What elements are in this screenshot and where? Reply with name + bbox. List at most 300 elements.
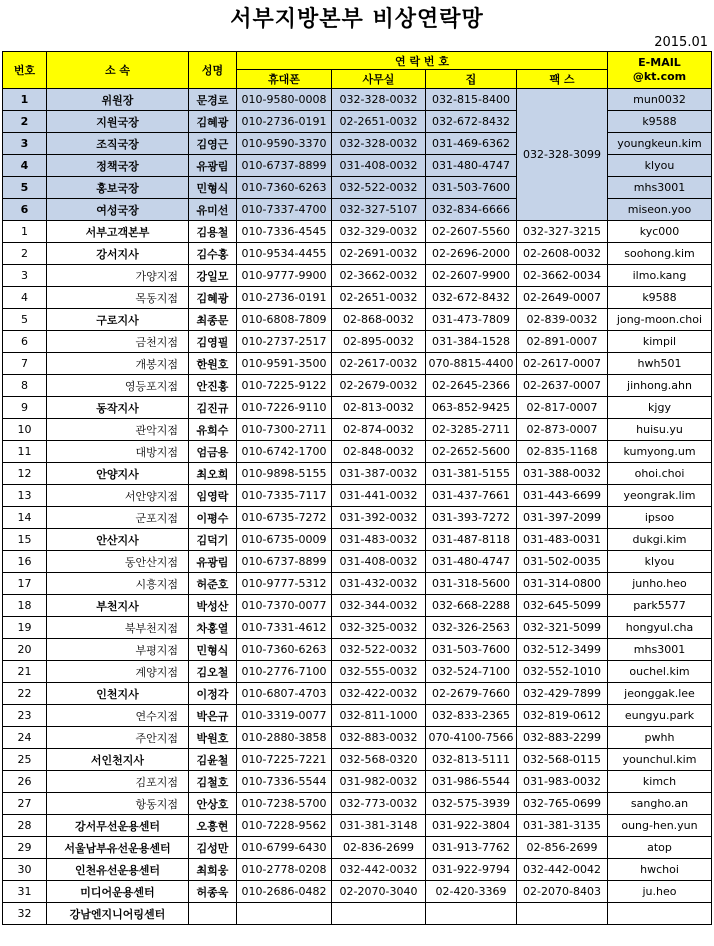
row-fax: 02-891-0007 (517, 331, 608, 353)
row-fax: 032-512-3499 (517, 639, 608, 661)
row-dept: 위원장 (47, 89, 189, 111)
row-fax: 02-856-2699 (517, 837, 608, 859)
row-fax: 031-397-2099 (517, 507, 608, 529)
row-home: 032-575-3939 (426, 793, 517, 815)
row-name: 유희수 (189, 419, 237, 441)
row-name: 민형식 (189, 177, 237, 199)
row-office: 031-483-0032 (332, 529, 426, 551)
row-mobile (237, 903, 332, 925)
row-home: 031-503-7600 (426, 639, 517, 661)
row-mobile: 010-2736-0191 (237, 111, 332, 133)
row-fax: 031-983-0032 (517, 771, 608, 793)
row-office: 02-2617-0032 (332, 353, 426, 375)
header-home: 집 (426, 70, 517, 89)
table-row (3, 793, 712, 815)
row-fax: 02-2070-8403 (517, 881, 608, 903)
row-fax: 031-502-0035 (517, 551, 608, 573)
row-num: 19 (3, 617, 47, 639)
row-num: 16 (3, 551, 47, 573)
row-office: 032-522-0032 (332, 639, 426, 661)
row-name: 김영근 (189, 133, 237, 155)
row-email: kimch (608, 771, 712, 793)
row-name: 김덕기 (189, 529, 237, 551)
row-dept: 금천지점 (47, 331, 189, 353)
row-office: 032-555-0032 (332, 661, 426, 683)
date-label: 2015.01 (654, 35, 708, 50)
table-row (3, 771, 712, 793)
row-home: 032-668-2288 (426, 595, 517, 617)
row-office: 02-2651-0032 (332, 111, 426, 133)
table-row (3, 815, 712, 837)
row-office: 032-327-5107 (332, 199, 426, 221)
row-num: 30 (3, 859, 47, 881)
row-num: 29 (3, 837, 47, 859)
row-office: 031-441-0032 (332, 485, 426, 507)
row-home: 02-420-3369 (426, 881, 517, 903)
table-row (3, 617, 712, 639)
row-home: 032-813-5111 (426, 749, 517, 771)
row-email: ipsoo (608, 507, 712, 529)
header-contact: 연 락 번 호 (237, 52, 608, 70)
row-name: 임영락 (189, 485, 237, 507)
table-row (3, 331, 712, 353)
row-dept: 강남엔지니어링센터 (47, 903, 189, 925)
row-num: 27 (3, 793, 47, 815)
row-office: 02-2691-0032 (332, 243, 426, 265)
row-mobile: 010-9898-5155 (237, 463, 332, 485)
row-office: 032-344-0032 (332, 595, 426, 617)
table-row (3, 507, 712, 529)
table-row (3, 265, 712, 287)
row-office: 032-422-0032 (332, 683, 426, 705)
row-email: kimpil (608, 331, 712, 353)
row-mobile: 010-6807-4703 (237, 683, 332, 705)
table-row (3, 243, 712, 265)
row-mobile: 010-6808-7809 (237, 309, 332, 331)
table-row (3, 749, 712, 771)
row-name: 이정각 (189, 683, 237, 705)
row-office: 02-848-0032 (332, 441, 426, 463)
row-dept: 목동지점 (47, 287, 189, 309)
header-email-domain: @kt.com (632, 70, 687, 83)
row-home: 032-815-8400 (426, 89, 517, 111)
row-mobile: 010-7300-2711 (237, 419, 332, 441)
row-home: 032-326-2563 (426, 617, 517, 639)
row-home: 031-469-6362 (426, 133, 517, 155)
table-row (3, 397, 712, 419)
row-mobile: 010-9534-4455 (237, 243, 332, 265)
row-fax: 032-765-0699 (517, 793, 608, 815)
row-fax: 02-839-0032 (517, 309, 608, 331)
row-email (608, 903, 712, 925)
row-fax: 02-3662-0034 (517, 265, 608, 287)
row-dept: 김포지점 (47, 771, 189, 793)
row-office: 02-2679-0032 (332, 375, 426, 397)
table-row (3, 595, 712, 617)
row-email: hwh501 (608, 353, 712, 375)
row-office: 031-387-0032 (332, 463, 426, 485)
exec-row (3, 89, 712, 111)
row-fax: 032-645-5099 (517, 595, 608, 617)
row-fax (517, 903, 608, 925)
table-row (3, 639, 712, 661)
row-name: 유광림 (189, 551, 237, 573)
table-row (3, 221, 712, 243)
row-dept: 가양지점 (47, 265, 189, 287)
row-fax: 032-442-0042 (517, 859, 608, 881)
row-office: 031-392-0032 (332, 507, 426, 529)
row-dept: 군포지점 (47, 507, 189, 529)
row-mobile: 010-6735-0009 (237, 529, 332, 551)
row-email: klyou (608, 155, 712, 177)
table-row (3, 837, 712, 859)
row-email: mun0032 (608, 89, 712, 111)
row-office: 031-381-3148 (332, 815, 426, 837)
row-mobile: 010-7335-7117 (237, 485, 332, 507)
row-mobile: 010-7360-6263 (237, 639, 332, 661)
row-name: 최오희 (189, 463, 237, 485)
row-email: ohoi.choi (608, 463, 712, 485)
row-home: 02-2645-2366 (426, 375, 517, 397)
row-office: 032-325-0032 (332, 617, 426, 639)
row-num: 3 (3, 265, 47, 287)
row-name: 엄금용 (189, 441, 237, 463)
row-name: 민형식 (189, 639, 237, 661)
row-office: 031-982-0032 (332, 771, 426, 793)
row-office (332, 903, 426, 925)
row-email: kjgy (608, 397, 712, 419)
row-home: 02-2652-5600 (426, 441, 517, 463)
row-home (426, 903, 517, 925)
row-num: 26 (3, 771, 47, 793)
row-home: 032-672-8432 (426, 111, 517, 133)
row-mobile: 010-2686-0482 (237, 881, 332, 903)
row-name: 최희웅 (189, 859, 237, 881)
row-mobile: 010-2778-0208 (237, 859, 332, 881)
row-office: 031-432-0032 (332, 573, 426, 595)
row-email: park5577 (608, 595, 712, 617)
row-home: 02-2607-5560 (426, 221, 517, 243)
row-dept: 서안양지점 (47, 485, 189, 507)
row-home: 031-922-3804 (426, 815, 517, 837)
row-num: 22 (3, 683, 47, 705)
row-office: 032-568-0320 (332, 749, 426, 771)
row-office: 02-2070-3040 (332, 881, 426, 903)
row-home: 032-672-8432 (426, 287, 517, 309)
row-email: dukgi.kim (608, 529, 712, 551)
row-name: 허준호 (189, 573, 237, 595)
header-office: 사무실 (332, 70, 426, 89)
header-email (608, 52, 712, 89)
row-name: 허종욱 (189, 881, 237, 903)
row-email: ouchel.kim (608, 661, 712, 683)
row-fax: 032-321-5099 (517, 617, 608, 639)
table-row (3, 683, 712, 705)
row-mobile: 010-9777-9900 (237, 265, 332, 287)
table-row (3, 419, 712, 441)
table-row (3, 441, 712, 463)
row-name: 안상호 (189, 793, 237, 815)
row-name: 김용철 (189, 221, 237, 243)
row-dept: 연수지점 (47, 705, 189, 727)
row-home: 031-437-7661 (426, 485, 517, 507)
row-fax: 02-873-0007 (517, 419, 608, 441)
row-office: 031-408-0032 (332, 551, 426, 573)
row-num: 28 (3, 815, 47, 837)
row-dept: 안산지사 (47, 529, 189, 551)
row-mobile: 010-3319-0077 (237, 705, 332, 727)
page-title: 서부지방본부 비상연락망 (230, 7, 484, 32)
row-dept: 안양지사 (47, 463, 189, 485)
row-num: 6 (3, 199, 47, 221)
row-mobile: 010-9590-3370 (237, 133, 332, 155)
row-dept: 시흥지점 (47, 573, 189, 595)
row-fax: 032-552-1010 (517, 661, 608, 683)
row-email: sangho.an (608, 793, 712, 815)
row-email: mhs3001 (608, 639, 712, 661)
row-home: 031-384-1528 (426, 331, 517, 353)
table-row (3, 529, 712, 551)
row-email: oung-hen.yun (608, 815, 712, 837)
row-dept: 동안산지점 (47, 551, 189, 573)
row-mobile: 010-7225-7221 (237, 749, 332, 771)
row-home: 031-480-4747 (426, 551, 517, 573)
table-row (3, 727, 712, 749)
row-dept: 홍보국장 (47, 177, 189, 199)
table-row (3, 463, 712, 485)
row-dept: 계양지점 (47, 661, 189, 683)
row-email: kyc000 (608, 221, 712, 243)
row-dept: 미디어운용센터 (47, 881, 189, 903)
row-office: 032-329-0032 (332, 221, 426, 243)
row-fax: 031-443-6699 (517, 485, 608, 507)
row-email: miseon.yoo (608, 199, 712, 221)
row-name: 오흥현 (189, 815, 237, 837)
row-dept: 강서지사 (47, 243, 189, 265)
header-name: 성명 (189, 52, 237, 89)
row-home: 031-503-7600 (426, 177, 517, 199)
table-row (3, 661, 712, 683)
row-name: 박은규 (189, 705, 237, 727)
row-num: 18 (3, 595, 47, 617)
row-name: 차홍열 (189, 617, 237, 639)
row-email: mhs3001 (608, 177, 712, 199)
row-num: 12 (3, 463, 47, 485)
row-home: 063-852-9425 (426, 397, 517, 419)
exec-fax: 032-328-3099 (517, 89, 608, 221)
row-office: 032-522-0032 (332, 177, 426, 199)
row-num: 13 (3, 485, 47, 507)
row-office: 02-2651-0032 (332, 287, 426, 309)
row-name: 문경로 (189, 89, 237, 111)
row-dept: 조직국장 (47, 133, 189, 155)
row-dept: 항동지점 (47, 793, 189, 815)
row-num: 32 (3, 903, 47, 925)
row-fax: 032-819-0612 (517, 705, 608, 727)
row-mobile: 010-7336-5544 (237, 771, 332, 793)
row-home: 02-2696-2000 (426, 243, 517, 265)
row-mobile: 010-6742-1700 (237, 441, 332, 463)
row-mobile: 010-2737-2517 (237, 331, 332, 353)
row-home: 031-986-5544 (426, 771, 517, 793)
row-fax: 031-381-3135 (517, 815, 608, 837)
row-fax: 02-817-0007 (517, 397, 608, 419)
row-office: 032-883-0032 (332, 727, 426, 749)
row-home: 02-2679-7660 (426, 683, 517, 705)
row-home: 070-8815-4400 (426, 353, 517, 375)
row-name: 김성만 (189, 837, 237, 859)
row-name: 유광림 (189, 155, 237, 177)
row-num: 1 (3, 89, 47, 111)
row-name: 김영필 (189, 331, 237, 353)
row-email: k9588 (608, 287, 712, 309)
row-home: 031-473-7809 (426, 309, 517, 331)
row-num: 20 (3, 639, 47, 661)
row-dept: 정책국장 (47, 155, 189, 177)
row-name: 안진홍 (189, 375, 237, 397)
row-dept: 북부천지점 (47, 617, 189, 639)
row-num: 5 (3, 177, 47, 199)
row-email: kumyong.um (608, 441, 712, 463)
row-fax: 032-429-7899 (517, 683, 608, 705)
row-name: 최종문 (189, 309, 237, 331)
row-mobile: 010-2736-0191 (237, 287, 332, 309)
header-mobile: 휴대폰 (237, 70, 332, 89)
row-name: 유미선 (189, 199, 237, 221)
row-office: 032-328-0032 (332, 89, 426, 111)
row-num: 4 (3, 155, 47, 177)
row-fax: 031-314-0800 (517, 573, 608, 595)
row-home: 02-2607-9900 (426, 265, 517, 287)
row-num: 14 (3, 507, 47, 529)
row-num: 4 (3, 287, 47, 309)
row-fax: 032-327-3215 (517, 221, 608, 243)
row-name: 박원호 (189, 727, 237, 749)
row-dept: 영등포지점 (47, 375, 189, 397)
row-dept: 인천지사 (47, 683, 189, 705)
row-fax: 031-483-0031 (517, 529, 608, 551)
row-mobile: 010-6799-6430 (237, 837, 332, 859)
header-num: 번호 (3, 52, 47, 89)
row-fax: 032-568-0115 (517, 749, 608, 771)
row-name: 김오철 (189, 661, 237, 683)
row-email: atop (608, 837, 712, 859)
row-dept: 개봉지점 (47, 353, 189, 375)
row-home: 031-487-8118 (426, 529, 517, 551)
table-row (3, 705, 712, 727)
table-row (3, 309, 712, 331)
table-row (3, 353, 712, 375)
contact-table (2, 51, 712, 925)
row-name: 김혜광 (189, 111, 237, 133)
row-dept: 여성국장 (47, 199, 189, 221)
row-mobile: 010-6737-8899 (237, 155, 332, 177)
row-num: 23 (3, 705, 47, 727)
row-mobile: 010-2880-3858 (237, 727, 332, 749)
row-num: 5 (3, 309, 47, 331)
row-num: 6 (3, 331, 47, 353)
row-dept: 지원국장 (47, 111, 189, 133)
row-num: 24 (3, 727, 47, 749)
row-email: youngkeun.kim (608, 133, 712, 155)
row-office: 02-813-0032 (332, 397, 426, 419)
row-home: 02-3285-2711 (426, 419, 517, 441)
row-dept: 부천지사 (47, 595, 189, 617)
row-mobile: 010-2776-7100 (237, 661, 332, 683)
row-num: 11 (3, 441, 47, 463)
row-num: 3 (3, 133, 47, 155)
row-mobile: 010-6737-8899 (237, 551, 332, 573)
row-email: jong-moon.choi (608, 309, 712, 331)
row-mobile: 010-7331-4612 (237, 617, 332, 639)
row-mobile: 010-7225-9122 (237, 375, 332, 397)
row-num: 31 (3, 881, 47, 903)
row-home: 031-480-4747 (426, 155, 517, 177)
row-email: eungyu.park (608, 705, 712, 727)
row-office: 032-442-0032 (332, 859, 426, 881)
row-name: 박성산 (189, 595, 237, 617)
row-fax: 02-835-1168 (517, 441, 608, 463)
row-email: hwchoi (608, 859, 712, 881)
row-home: 031-318-5600 (426, 573, 517, 595)
header-email-label: E-MAIL (638, 56, 681, 69)
row-mobile: 010-7238-5700 (237, 793, 332, 815)
table-row (3, 573, 712, 595)
row-name: 김수홍 (189, 243, 237, 265)
row-name: 이평수 (189, 507, 237, 529)
row-name: 강일모 (189, 265, 237, 287)
row-email: k9588 (608, 111, 712, 133)
row-email: younchul.kim (608, 749, 712, 771)
row-mobile: 010-6735-7272 (237, 507, 332, 529)
row-num: 21 (3, 661, 47, 683)
row-mobile: 010-7336-4545 (237, 221, 332, 243)
header-dept: 소 속 (47, 52, 189, 89)
row-num: 2 (3, 243, 47, 265)
row-office: 02-868-0032 (332, 309, 426, 331)
row-office: 02-3662-0032 (332, 265, 426, 287)
row-fax: 02-2649-0007 (517, 287, 608, 309)
row-fax: 032-883-2299 (517, 727, 608, 749)
row-fax: 031-388-0032 (517, 463, 608, 485)
row-dept: 인천유선운용센터 (47, 859, 189, 881)
row-name: 김혜광 (189, 287, 237, 309)
row-office: 031-408-0032 (332, 155, 426, 177)
row-num: 9 (3, 397, 47, 419)
row-fax: 02-2608-0032 (517, 243, 608, 265)
row-dept: 서울남부유선운용센터 (47, 837, 189, 859)
row-email: yeongrak.lim (608, 485, 712, 507)
row-fax: 02-2637-0007 (517, 375, 608, 397)
row-mobile: 010-7337-4700 (237, 199, 332, 221)
table-row (3, 551, 712, 573)
row-office: 032-811-1000 (332, 705, 426, 727)
row-num: 1 (3, 221, 47, 243)
row-home: 031-913-7762 (426, 837, 517, 859)
row-email: ju.heo (608, 881, 712, 903)
row-home: 032-524-7100 (426, 661, 517, 683)
row-email: ilmo.kang (608, 265, 712, 287)
table-row (3, 375, 712, 397)
row-fax: 02-2617-0007 (517, 353, 608, 375)
header-fax: 팩 스 (517, 70, 608, 89)
row-email: jeonggak.lee (608, 683, 712, 705)
row-email: hongyul.cha (608, 617, 712, 639)
row-name: 한원호 (189, 353, 237, 375)
row-num: 10 (3, 419, 47, 441)
row-num: 2 (3, 111, 47, 133)
row-dept: 관악지점 (47, 419, 189, 441)
